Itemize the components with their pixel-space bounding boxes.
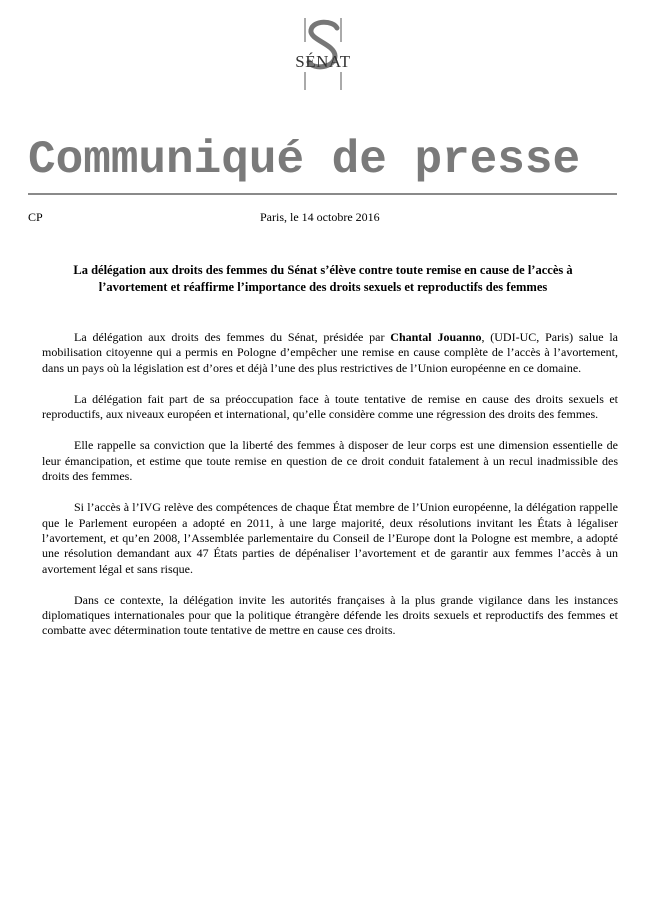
paragraph-5: Dans ce contexte, la délégation invite les autorités françaises à la plus grande vigilance dans les instances diplomatiques internationales pour que la politique étrangère défende les droits sexuels et reproductifs des femmes et combatte avec détermination toute tentative de mettre en cause ces droits.: [42, 592, 618, 638]
headline: La délégation aux droits des femmes du Sénat s’élève contre toute remise en cause de l’accès à l’avortement et réaffirme l’importance des droits sexuels et reproductifs des femmes: [73, 263, 573, 294]
paragraph-4: Si l’accès à l’IVG relève des compétences de chaque État membre de l’Union européenne, la délégation rappelle que le Parlement européen a adopté en 2011, à une large majorité, deux résolutions invitant les États à légaliser l’avortement, et qu’en 2008, l’Assemblée parlementaire du Conseil de l’Europe dont la Pologne est membre, a adopté une résolution demandant aux 47 États parties de dépénaliser l’avortement et de garantir aux femmes l’accès à un avortement légal et sans risque.: [42, 500, 618, 576]
title-divider: [28, 193, 617, 195]
paragraph-3: Elle rappelle sa conviction que la liberté des femmes à disposer de leur corps est une dimension essentielle de leur émancipation, et estime que toute remise en question de ce droit conduit fatalement à un recul inadmissible des droits des femmes.: [42, 438, 618, 484]
doc-code: CP: [28, 210, 43, 224]
senat-logo: [283, 12, 363, 92]
logo-text: SÉNAT: [295, 52, 351, 71]
p1-after: , (UDI-UC, Paris) salue la mobilisation citoyenne qui a permis en Pologne d’empêcher une remise en cause complète de l’accès à l’avortement, dans un pays où la législation est d’ores et déjà l’une des plus restrictives de l’Union européenne en ce domaine.: [42, 330, 618, 375]
body-text: [42, 330, 618, 655]
page-title: Communiqué de presse: [28, 134, 581, 186]
p1-before: La délégation aux droits des femmes du Sénat, présidée par: [74, 330, 391, 344]
paragraph-1: [42, 330, 618, 376]
doc-date: Paris, le 14 octobre 2016: [260, 210, 380, 224]
president-name: Chantal Jouanno: [390, 330, 482, 344]
paragraph-2: La délégation fait part de sa préoccupation face à toute tentative de remise en cause des droits sexuels et reproductifs, aux niveaux européen et international, qu’elle considère comme une régression des droits des femmes.: [42, 391, 618, 422]
